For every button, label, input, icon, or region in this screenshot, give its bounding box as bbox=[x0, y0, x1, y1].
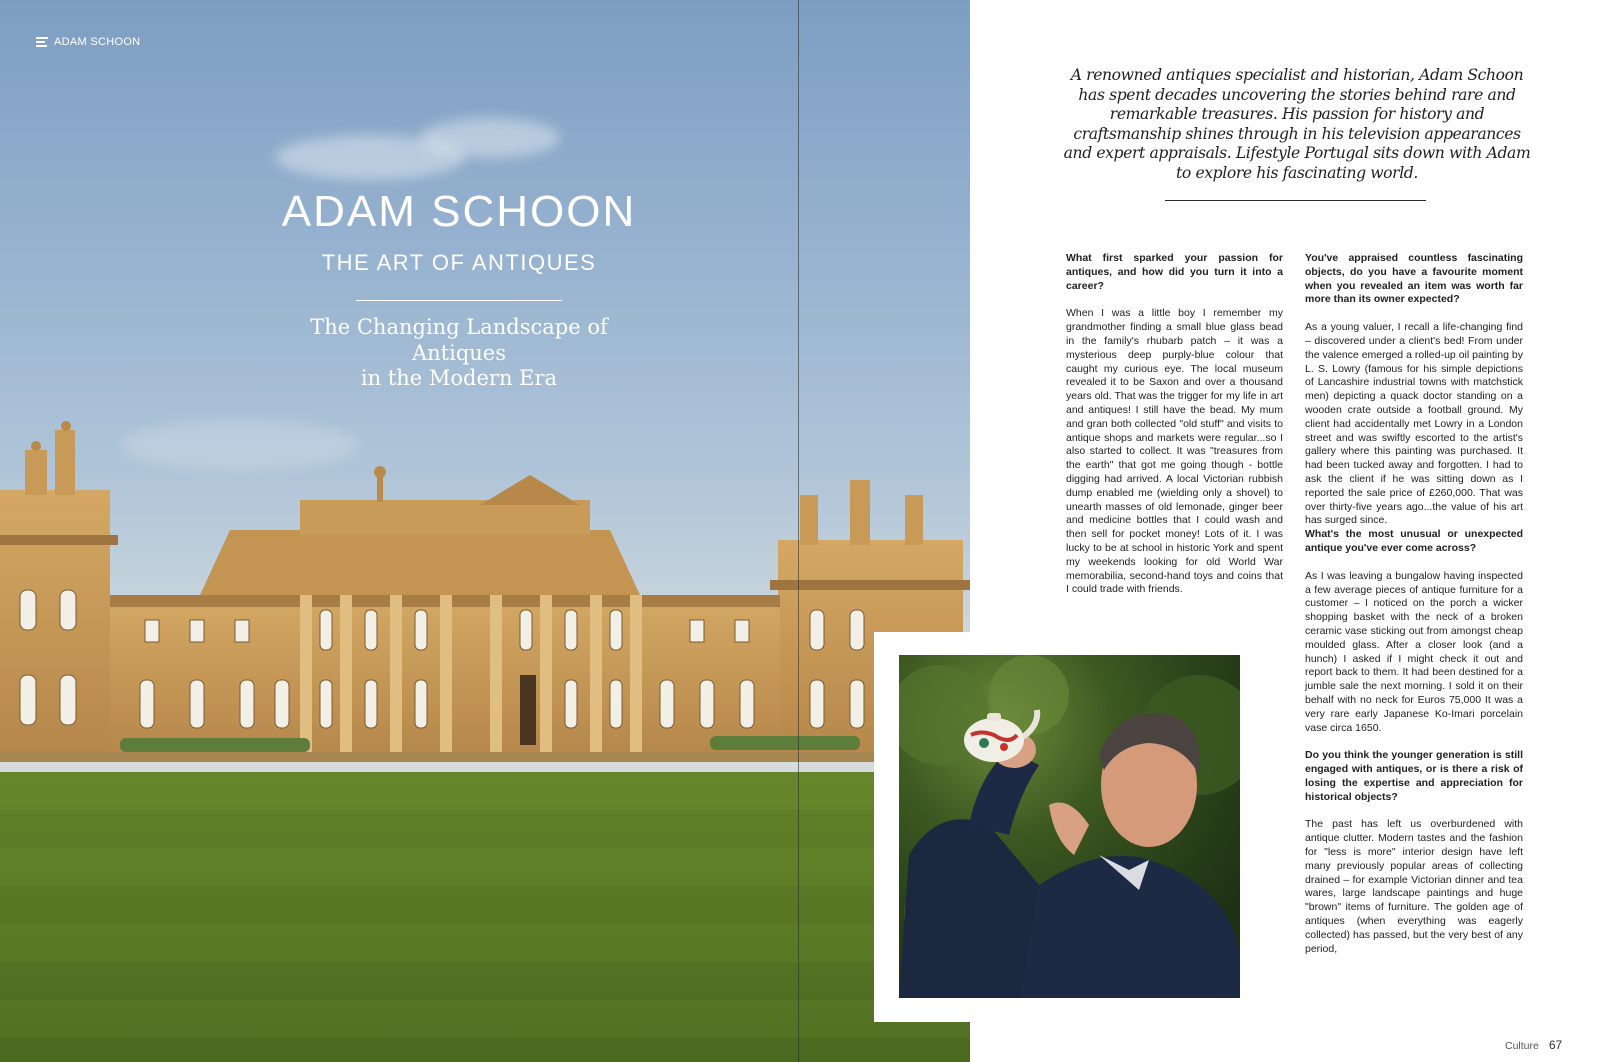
palace-illustration bbox=[0, 420, 970, 780]
tagline bbox=[262, 315, 656, 391]
question: What's the most unusual or unexpected antique you've ever come across? bbox=[1305, 528, 1523, 554]
section-label: Culture bbox=[1505, 1040, 1539, 1052]
article-column-left bbox=[1066, 252, 1283, 597]
running-head[interactable] bbox=[36, 36, 140, 48]
answer: When I was a little boy I remember my grandmother finding a small blue glass bead in the family's rhubarb patch – it was a mysterious deep purply-blue colour that caught my curious eye. The local museum revealed it to be Saxon and over a thousand years old. That was the trigger for my life in art and antiques! I still have the bead. My mum and gran both collected "old stuff" and visits to antique shops and markets were regular...so I also started to collect. It was "treasures from the earth" that got me going though - bottle digging had arrived. A local Victorian rubbish dump enabled me (wielding only a shovel) to unearth masses of old lemonade, ginger beer and medicine bottles that I could wash and then sell for pocket money! Lots of it. I was lucky to be at school in historic York and spent my weekends looking for old World War memorabilia, second-hand toys and coins that I could trade with friends. bbox=[1066, 307, 1283, 596]
page-subtitle: THE ART OF ANTIQUES bbox=[321, 250, 597, 276]
intro-divider bbox=[1165, 200, 1426, 201]
answer: As a young valuer, I recall a life-changing find – discovered under a client's bed! From under the valence emerged a rolled-up oil painting by L. S. Lowry (famous for his simple depictions of Lancashire industrial towns with matchstick men) depicting a quack doctor standing on a wooden crate outside a football ground. My client had accidentally met Lowry in a London street and was swiftly escorted to the artist's gallery where this painting was purchased. It had been tucked away and forgotten. I had to ask the client if he was sitting down as I reported the sale price of £260,000. That was over thirty-five years ago...the value of his art has surged since. bbox=[1305, 321, 1523, 527]
article-column-right bbox=[1305, 252, 1523, 956]
question: Do you think the younger generation is still engaged with antiques, or is there a risk of losing the expertise and appreciation for historical objects? bbox=[1305, 749, 1523, 803]
page-gutter bbox=[798, 0, 799, 1062]
answer: As I was leaving a bungalow having inspected a few average pieces of antique furniture for a customer – I noticed on the porch a wicker shopping basket with the neck of a broken ceramic vase sticking out from amongst cheap moulded glass. After a closer look (and a hunch) I asked if I might check it out and report back to them. It had been destined for a jumble sale the next morning. I sold it on their behalf with no neck for Euros 75,000 It was a very rare early Japanese Ko-Imari porcelain vase circa 1650. bbox=[1305, 569, 1523, 734]
cloud bbox=[420, 118, 560, 158]
page-number: 67 bbox=[1548, 1038, 1563, 1052]
question: What first sparked your passion for antiques, and how did you turn it into a career? bbox=[1066, 252, 1283, 292]
title-block bbox=[262, 188, 656, 391]
portrait-illustration bbox=[899, 655, 1240, 998]
folio bbox=[1505, 1038, 1562, 1052]
tagline-line-2: in the Modern Era bbox=[360, 365, 558, 390]
portrait-photo bbox=[899, 655, 1240, 998]
question: You've appraised countless fascinating objects, do you have a favourite moment when you revealed an item was worth far more than its owner expected? bbox=[1305, 252, 1523, 306]
title-divider bbox=[356, 300, 562, 301]
lawn bbox=[0, 772, 970, 1062]
running-head-label: ADAM SCHOON bbox=[54, 36, 141, 48]
answer: The past has left us overburdened with antique clutter. Modern tastes and the fashion for "less is more" interior design have left many previously popular areas of collecting drained – for example Victorian dinner and tea wares, large landscape paintings and huge "brown" items of furniture. The golden age of antiques (when everything was eagerly collected) has passed, but the very best of any period, bbox=[1305, 818, 1523, 955]
menu-lines-icon bbox=[36, 37, 48, 47]
page-title: ADAM SCHOON bbox=[281, 187, 637, 236]
tagline-line-1: The Changing Landscape of Antiques bbox=[310, 315, 608, 365]
intro-paragraph: A renowned antiques specialist and historian, Adam Schoon has spent decades uncovering the stories behind rare and remarkable treasures. His passion for history and craftsmanship shines through in his television appearances and expert appraisals. Lifestyle Portugal sits down with Adam to explore his fascinating world. bbox=[1063, 66, 1531, 182]
